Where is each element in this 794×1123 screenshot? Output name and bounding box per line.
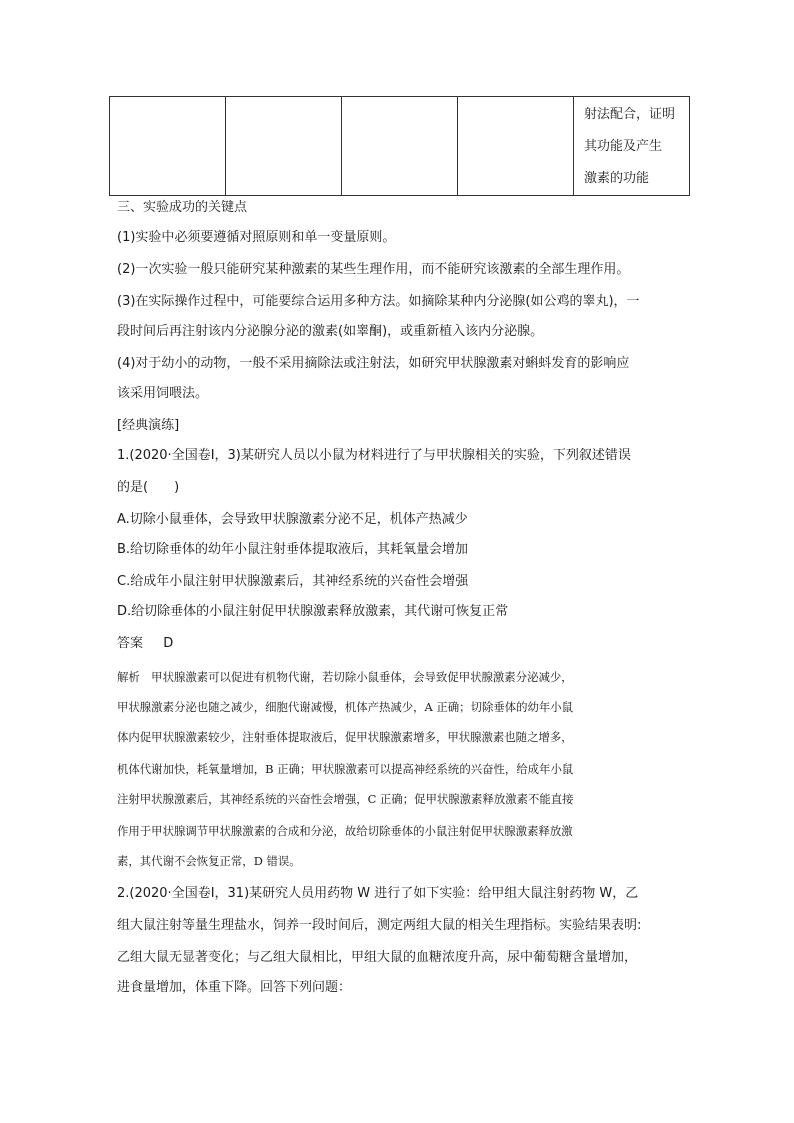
- key-point: (3)在实际操作过程中，可能要综合运用多种方法。如摘除某种内分泌腺(如公鸡的睾丸)，一: [117, 294, 640, 309]
- question-2-line: 2.(2020·全国卷Ⅰ，31)某研究人员用药物 W 进行了如下实验：给甲组大鼠注射药物 W，乙: [117, 886, 639, 901]
- continuation-table: [109, 96, 690, 196]
- answer-label: 答案: [117, 636, 144, 651]
- stem-text: 的是(: [117, 480, 149, 495]
- table-cell-empty-3: [342, 97, 458, 196]
- key-point: (1)实验中必须要遵循对照原则和单一变量原则。: [117, 230, 396, 245]
- option-d: D.给切除垂体的小鼠注射促甲状腺激素释放激素，其代谢可恢复正常: [117, 604, 509, 619]
- answer-value: D: [163, 636, 174, 651]
- exercise-label: [经典演练]: [117, 418, 180, 433]
- table-cell-empty-2: [226, 97, 342, 196]
- question-1-stem: 1.(2020·全国卷Ⅰ，3)某研究人员以小鼠为材料进行了与甲状腺相关的实验，下列叙述错误: [117, 448, 631, 463]
- key-point: 该采用饲喂法。: [117, 386, 209, 401]
- section-heading: 三、实验成功的关键点: [117, 200, 248, 215]
- table-cell-empty-1: [110, 97, 226, 196]
- option-c: C.给成年小鼠注射甲状腺激素后，其神经系统的兴奋性会增强: [117, 574, 469, 589]
- analysis-line: 素，其代谢不会恢复正常，D 错误。: [117, 854, 301, 868]
- table-cell-line: 其功能及产生: [584, 139, 663, 154]
- table-cell-line: 激素的功能: [584, 171, 650, 186]
- table-cell-empty-4: [458, 97, 574, 196]
- answer-line: [117, 634, 173, 654]
- analysis-line: 甲状腺激素分泌也随之减少，细胞代谢减慢，机体产热减少，A 正确；切除垂体的幼年小鼠: [117, 700, 574, 714]
- key-point: 段时间后再注射该内分泌腺分泌的激素(如睾酮)，或重新植入该内分泌腺。: [117, 324, 544, 339]
- table-cell-method-note: [574, 97, 690, 196]
- key-point: (2)一次实验一般只能研究某种激素的某些生理作用，而不能研究该激素的全部生理作用。: [117, 262, 630, 277]
- analysis-line: 注射甲状腺激素后，其神经系统的兴奋性会增强，C 正确；促甲状腺激素释放激素不能直接: [117, 792, 574, 806]
- key-point: (4)对于幼小的动物，一般不采用摘除法或注射法，如研究甲状腺激素对蝌蚪发育的影响应: [117, 356, 630, 371]
- question-2-line: 进食量增加，体重下降。回答下列问题：: [117, 980, 352, 995]
- analysis-line: 解析 甲状腺激素可以促进有机物代谢，若切除小鼠垂体，会导致促甲状腺激素分泌减少，: [117, 670, 573, 684]
- analysis-line: 机体代谢加快，耗氧量增加，B 正确；甲状腺激素可以提高神经系统的兴奋性，给成年小鼠: [117, 762, 574, 776]
- question-1-stem-end: [117, 478, 179, 498]
- option-b: B.给切除垂体的幼年小鼠注射垂体提取液后，其耗氧量会增加: [117, 542, 469, 557]
- question-2-line: 乙组大鼠无显著变化；与乙组大鼠相比，甲组大鼠的血糖浓度升高，尿中葡萄糖含量增加，: [117, 950, 638, 965]
- analysis-line: 作用于甲状腺调节甲状腺激素的合成和分泌，故给切除垂体的小鼠注射促甲状腺激素释放激: [117, 824, 573, 838]
- question-2-line: 组大鼠注射等量生理盐水，饲养一段时间后，测定两组大鼠的相关生理指标。实验结果表明:: [117, 918, 642, 933]
- stem-paren-close: ): [174, 480, 180, 495]
- table-cell-line: 射法配合，证明: [584, 107, 676, 122]
- table-row: [110, 97, 690, 196]
- analysis-line: 体内促甲状腺激素较少，注射垂体提取液后，促甲状腺激素增多，甲状腺激素也随之增多，: [117, 730, 573, 744]
- option-a: A.切除小鼠垂体，会导致甲状腺激素分泌不足，机体产热减少: [117, 512, 468, 527]
